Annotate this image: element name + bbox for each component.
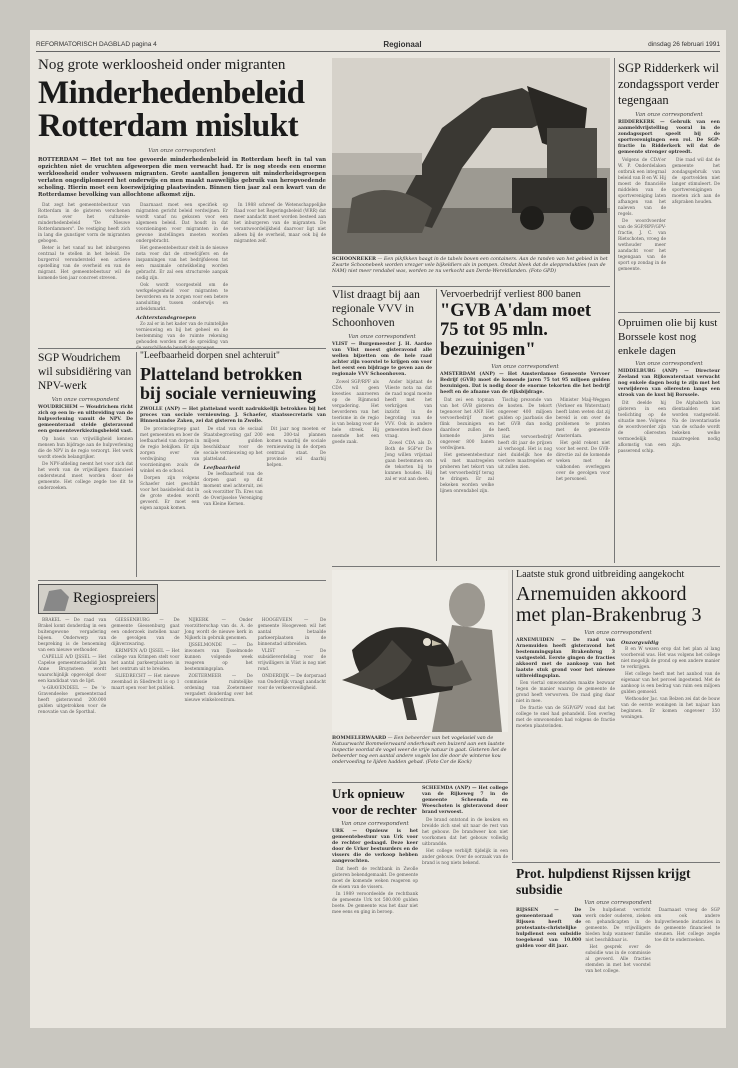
ridderkerk-intro: RIDDERKERK — Gebruik van een aanmeldvrijstelling vooral in de zondagssport speelt bij de sportverenigingen een rol. De SGP-fractie in Ridderkerk wil dat de gemeente strenger optreedt. (618, 120, 720, 155)
lead-paragraph: Ook wordt voorgesteld om de werkgelegenheid voor migranten te bevorderen en te zorgen voor een betere aansluiting tussen onderwijs en arbeidsmarkt. (136, 282, 228, 312)
scheemda-intro: SCHEEMDA (ANP) — Het college van de Rijkeweg 7 in de gemeente Scheemda en Woeschoten is gisteravond door brand verwoest. (422, 786, 508, 815)
borssele-paragraph: De Alphabeth kan dientaalden niet worden vastgesteld. Na de inventarisatie van de schade wordt bekeken welke maatregelen nodig zijn. (672, 401, 720, 449)
regio-item: CAPELLE A/D IJSSEL — Het Capelse gemeenteraadslid Jan Anne Bruynsteen wordt waarschijnlijk opgevolgd door een kandidaat van de lijst. (38, 655, 107, 684)
borssele-paragraph: Dit deelde hij gisteren in een toelichting op de situatie mee. Volgens de woordvoerder zijn de olieresten vermoedelijk afkomstig van een passerend schip. (618, 401, 666, 455)
platteland-body (140, 427, 326, 513)
scheemda-paragraph: Het college verblijft tijdelijk in een ander gebouw. Over de oorzaak van de brand is nog niets bekend. (422, 849, 508, 866)
arnemuiden-paragraph: Wethouder Jac. van Belzen zei dat de bouw van de eerste woningen in het najaar kan beginnen. Er komen ongeveer 350 woningen. (621, 696, 720, 720)
arnemuiden-paragraph: B en W wezen erop dat het plan al lang voorbereid was. Het was volgens het college niet mogelijk de grond op een andere manier te verkrijgen. (621, 646, 720, 670)
lead-paragraph: In 1988 schreef de Wetenschappelijke Raad voor het Regeringsbeleid (WRR) dat meer aandacht moet worden besteed aan het inburgeren van de migranten. De verantwoordelijkheid daarvoor ligt niet alleen bij de overheid, maar ook bij de migranten zelf. (234, 202, 326, 244)
vvv-story (332, 289, 432, 561)
caption-location: BOMMELERWAARD (332, 735, 387, 741)
caption-credit: (Foto GPD) (529, 269, 556, 274)
lead-kicker: Nog grote werkloosheid onder migranten (38, 57, 286, 73)
sidebar-ridderkerk (618, 60, 720, 310)
ridderkerk-paragraph: Volgens de CDA'er W. P. Onderdelaken ontbrak een integraal beleid van B en W. Hij moest de financiële middelen van de sportvereniging laten afhangen van het naleven van de regels. (618, 158, 666, 217)
urk-intro: URK — Opnieuw is het gemeentebestuur van Urk voor de rechter gedaagd. Deze keer door de Urker bestuurders en de vissers die de verkoop hebben aangevochten. (332, 829, 418, 865)
excavator-photo (332, 58, 610, 254)
npv-paragraph: De NPV-afdeling neemt het voor zich dat het werk van de vrijwilligers financieel ondersteund moet worden door de gemeente. Het college zegde toe dit te onderzoeken. (38, 462, 133, 492)
ridderkerk-body (618, 158, 720, 274)
caption-text: Een pikfikken haagt in de tabels boven een containers. Aan de randen van het gebied in het Zwarte Schoonebeek worden vrezger vele bijkeldiers als in pompen. Omdat bleek dat de alepprodukties (van de NAM) niet meer rendabel was, worden ze nu verkocht aan Derde-Wereldlanden. (332, 257, 608, 274)
platteland-story (140, 352, 326, 578)
lead-byline: Van onze correspondent (148, 147, 216, 154)
gvb-paragraph: Dat zei een topman van het GVB gisteren tegenover het ANP. Het vervoerbedrijf moet flink bezuinigen en daardoor zullen de komende jaren ongeveer 800 banen verdwijnen. (440, 398, 494, 452)
lead-paragraph: Dat zegt het gemeentebestuur van Rotterdam in de gisteren verschenen nota over het culturele-minderhedenbeleid "De Nieuwe Rotterdammers". De vestiging heeft zich in lang die gunstiger vorm de migranten gebogen. (38, 202, 130, 244)
rijssen-paragraph: Het gesprek over de subsidie was in de commissie al gevoerd. Alle fracties stemden in met het voorstel van het college. (585, 945, 651, 975)
gvb-paragraph: Minister Maij-Weggen (Verkeer en Waterstaat) heeft laten weten dat zij bereid is om over de problemen te praten met de gemeente Amsterdam. (556, 398, 610, 440)
borssele-headline: Opruimen olie bij kust Borssele kost nog enkele dagen (618, 317, 718, 358)
masthead (36, 38, 720, 52)
lead-subhead: Achterstandsgroepen (136, 314, 196, 321)
lead-paragraph: Het gemeentebestuur stelt in de nieuwe nota voor dat de streefcijfers en de inspanningen van het bedrijfsleven tot een maximale ontwikkeling worden gebracht. Er zal een structurele aanpak nodig zijn. (136, 245, 228, 281)
buzzard-illustration (332, 570, 508, 732)
masthead-date: dinsdag 26 februari 1991 (648, 41, 720, 48)
vvv-headline: Vlist draagt bij aan regionale VVV in Schoonhoven (332, 289, 420, 329)
ridderkerk-paragraph: Die raad wil dat de gemeente het zondagsgebruik van de sportvelden niet langer stimuleert. De sportverenigingen moeten zich aan de afspraken houden. (672, 158, 720, 205)
gvb-body (440, 398, 610, 496)
arnemuiden-intro: ARNEMUIDEN — De raad van Arnemuiden heeft gisteravond het bestemmingsplan Brakenbrug 3 vastgesteld. Eerste gingen de fracties akkoord met de aankoop van het laatste stuk grond voor het nieuwe uitbreidingsplan. (516, 637, 615, 679)
platteland-paragraph: De provinciegroep gaat met gemeenten en boer de leefbaarheid van dorpen in de regio bekijken. Er zijn zorgen over de verdwijning van voorzieningen zoals de winkel en de school. (140, 427, 200, 475)
regiospreiers-list (38, 618, 326, 1018)
regio-item: ONDERDIJK — De dorpsraad van Onderdijk vraagt aandacht voor de verkeersveiligheid. (257, 674, 326, 691)
npv-body (38, 437, 133, 492)
ridderkerk-headline: SGP Ridderkerk wil zondagssport verder tegengaan (618, 61, 720, 107)
regio-item: GIESSENBURG — De gemeente Giessenburg gaat een onderzoek instellen naar de gevolgen van de dijkverzwaring. (111, 618, 180, 647)
arnemuiden-paragraph: Het college heeft met het aanbod van de eigenaar van het perceel ingestemd. Met de aankoop is een bedrag van ruim een miljoen gulden gemoeid. (621, 671, 720, 695)
excavator-caption: SCHOONREKER — Een pikfikken haagt in de tabels boven een containers. Aan de randen van het gebied in het Zwarte Schoonebeek worden vrezger vele bijkeldiers als in pompen. Omdat bleek dat de alepprodukties (van de NAM) niet meer rendabel was, worden ze nu verkocht aan Derde-Wereldlanden. (Foto GPD) (332, 256, 608, 274)
regiospreiers-banner (38, 584, 158, 614)
platteland-paragraph: De leefbaarheid van de dorpen gaat op dit moment snel achteruit, zei ook voorzitter Th. Eres van de Overijsselse Vereniging van Kleine Kernen. (203, 472, 263, 508)
ridderkerk-paragraph: De woordvoerder van de SGP/RPF/GPV-fractie, J. C. van Rietschoten, vroeg de wethouder meer aandacht voor het tegengaan van de sport op zondag in de gemeente. (618, 219, 666, 272)
lead-headline-2: Rotterdam mislukt (38, 107, 299, 144)
borssele-byline: Van onze correspondent (635, 361, 703, 368)
gvb-byline: Van onze correspondent (491, 364, 559, 371)
vvv-body (332, 380, 432, 484)
gvb-paragraph: Het geld rekent niet voor het eerst. De GVB-directie zal de komende weken met de vakbonden overleggen over de gevolgen voor het personeel. (556, 441, 610, 483)
npv-byline: Van onze correspondent (51, 397, 120, 404)
rijssen-byline: Van onze correspondent (584, 900, 652, 907)
lead-paragraph: Zo zal er in het kader van de ruimtelijke vernieuwing en bij het geheel en de bestemming van de ruimte rekening gehouden worden met de spreiding van (136, 321, 228, 345)
rijssen-intro: RIJSSEN — De gemeenteraad van Rijssen heeft de protestants-christelijke hulpdienst een subsidie toegekend van 10.000 gulden voor dit jaar. (516, 908, 582, 950)
npv-story (38, 352, 133, 578)
lead-intro: ROTTERDAM — Het tot nu toe gevoerde minderhedenbeleid in Rotterdam heeft in tal van opzichten niet de vruchten afgeworpen die men verwacht had. Er is nog steeds een enorme werkloosheid onder volwassen migranten. Grote aantallen jongeren uit minderheidsgroepen verlaten ongediplomeerd het onderwijs en men maakt nauwelijks gebruik van heropvoedende scholing. Hierin moet een koerswijziging plaatsvinden. Binnen tien jaar zal een kwart van de Rotterdamse bevolking van allochtone afkomst zijn. (38, 156, 326, 198)
rijssen-body (516, 908, 720, 976)
urk-story (332, 786, 418, 1018)
regio-item: IJSSELMONDE — De inwoners van IJsselmonde kunnen volgende week reageren op het bestemmingsplan. (184, 643, 253, 672)
arnemuiden-paragraph: De fractie van de SGP/GPV vond dat het college te snel had gehandeld. Een overleg met de omwonenden had volgens de fractie moeten plaatsvinden. (516, 705, 615, 729)
arnemuiden-paragraph: Een viertal omwonenden maakte bezwaar tegen de manier waarop de gemeente de grond heeft verworven. De raad ging daar niet in mee. (516, 680, 615, 704)
borssele-body (618, 401, 720, 456)
platteland-intro: ZWOLLE (ANP) — Het platteland wordt nadrukkelijk betrokken bij het proces van sociale vernieuwing. J. Schaefer, staatssecretaris van Binnenlandse Zaken, zei dat gisteren in Zwolle. (140, 407, 326, 425)
gvb-paragraph: Het vervoerbedrijf heeft dit jaar de prijzen al verhoogd. Het is nog niet duidelijk hoe de verdere maatregelen er uit zullen zien. (498, 435, 552, 471)
platteland-paragraph: Dorpen zijn volgens Schaefer niet geschikt voor het basisbeleid dat in de grote steden wordt gevoerd. Er moet een eigen aanpak komen. (140, 476, 200, 512)
newspaper-page (30, 30, 726, 1028)
regio-item: KRIMPEN A/D IJSSEL — Het college van Krimpen stelt voor het aantal parkeerplaatsen in het centrum uit te breiden. (111, 649, 180, 672)
rijssen-paragraph: Daarnaast vroeg de SGP om ook andere hulpverlenende instanties in de gemeente financieel te steunen. Het college zegde toe dit te onderzoeken. (654, 908, 720, 944)
arnemuiden-headline: Arnemuiden akkoord met plan-Brakenbrug 3 (516, 582, 702, 626)
caption-location: SCHOONREKER (332, 256, 377, 262)
regio-item: HOOGEVEEN — De gemeente Hoogeveen wil het aantal betaalde parkeerplaatsen in de binnenstad uitbreiden. (257, 618, 326, 647)
scheemda-paragraph: De brand ontstond in de keuken en breidde zich snel uit naar de rest van het gebouw. De brandweer kon niet voorkomen dat het gebouw volledig uitbrandde. (422, 818, 508, 847)
vvv-byline: Van onze correspondent (348, 334, 416, 341)
urk-headline: Urk opnieuw voor de rechter (332, 786, 417, 817)
urk-paragraph: Dat heeft de rechtbank in Zwolle gisteren bekendgemaakt. De gemeente moet de komende weken reageren op de eisen van de vissers. (332, 867, 418, 891)
vvv-paragraph: Zowel CDA als D. Both de SGP'er De Jong willen vrijstaal gaan bestemmen om de tekorten bij te kunnen houden. Hij zal er wat aan doen. (385, 441, 432, 483)
regio-item: SLIEDRECHT — Het nieuwe zwembad in Sliedrecht is op 1 maart open voor het publiek. (111, 674, 180, 691)
platteland-kicker: "Leefbaarheid dorpen snel achteruit" (140, 351, 280, 361)
regio-item: ZOETERMEER — De commissie ruimtelijke ordening van Zoetermeer vergadert donderdag over het nieuwe winkelcentrum. (184, 674, 253, 703)
scheemda-body (422, 818, 508, 867)
rijssen-paragraph: De hulpdienst verricht werk onder ouderen, zieken en gehandicapten in de gemeente. De vrijwilligers bieden hulp wanneer familie niet beschikbaar is. (585, 908, 651, 944)
gvb-paragraph: Het gemeentebestuur wil met maatregelen proberen het tekort van het vervoerbedrijf terug te dringen. Er zal bekeken worden welke lijnen onrendabel zijn. (440, 453, 494, 495)
vvv-intro: VLIST — Burgemeester J. H. Aardse van Vlist moest gisteravond alle wellen bijzetten om de hele raad achter zijn voorstel te krijgen om voor het eerst een bijdrage te geven aan de regionale VVV Schoonhoven. (332, 342, 432, 378)
regio-item: 's-GRAVENDEEL — De 's-Gravendeelse gemeenteraad heeft gisteravond 200.000 gulden uitgetrokken voor de renovatie van de Sporthal. (38, 686, 107, 715)
buzzard-caption: BOMMELERWAARD — Een beheerder van het vogelasiel van de Natuurwacht Bommelerwaard onderhoudt een buizerd aan een laatste inspectie voordat de vogel weer de vrije natuur in gaat. Gisteren liet de beheerder nog een aantal andere vogels los die door de winterse kou ondervoeding te lijden hadden gehad. (Foto Cor de Kock) (332, 735, 507, 765)
scheemda-story (422, 786, 508, 1018)
arnemuiden-subhead: Onzorgvuldig (621, 639, 659, 646)
arnemuiden-byline: Van onze correspondent (584, 629, 652, 636)
buzzard-photo (332, 570, 508, 732)
urk-body (332, 867, 418, 916)
urk-byline: Van onze correspondent (341, 821, 409, 828)
ridderkerk-byline: Van onze correspondent (635, 112, 703, 118)
regio-item: BRAKEL — De raad van Brakel komt donderdag in een buitengewone vergadering bijeen. Onderwerp van bespreking is de benoeming van een nieuwe wethouder. (38, 618, 107, 653)
rijssen-headline: Prot. hulpdienst Rijssen krijgt subsidie (516, 866, 691, 897)
gvb-intro: AMSTERDAM (ANP) — Het Amsterdamse Gemeente Vervoer Bedrijf (GVB) moet de komende jaren 75 tot 95 miljoen gulden bezuinigen. Dat is nodig door de enorme tekorten die het bedrijf heeft en de afname van de rijksbijdrage. (440, 372, 610, 396)
regiospreiers-title: Regiospreiers (73, 590, 156, 606)
masthead-section: Regionaal (383, 40, 422, 49)
sidebar-borssele (618, 316, 720, 561)
lead-paragraph: Beter is het vanaf nu het inburgeren centraal te stellen in het beleid. De burgerrol verondersteld een actieve opstelling van de overheid en van de migrant. Het gemeentebestuur wil de komende tien jaar concreet streven. (38, 245, 130, 281)
npv-paragraph: Op basis van vrijwilligheid kennen mensen hun bijdrage aan de hulpverlening die de NPV in de regio verzorgt. Het werk wordt steeds belangrijker. (38, 437, 133, 461)
gvb-story (440, 289, 610, 561)
rijssen-story (516, 866, 720, 1018)
lead-headline-1: Minderhedenbeleid (38, 74, 305, 111)
lead-paragraph: Daarnaast moet een specifiek op migranten gericht beleid verdwijnen. Er wordt vanaf nu gekozen voor een algemeen beleid. Dat houdt in dat voorzieningen voor migranten in de gewone instellingen moeten worden ondergebracht. (136, 202, 228, 244)
vvv-paragraph: Zowel SGP/RPF als CDA wil geen kwesties aanroeren op de Rijnmond vergadering. Het bevorderen van het toerisme in de regio is van belang voor de hele streek. Hij noemde het een goede zaak. (332, 380, 379, 446)
regio-item: VLIST — De subsidieverdeling voor de vrijwilligers in Vlist is nog niet rond. (257, 649, 326, 672)
platteland-subhead: Leefbaarheid (203, 465, 241, 472)
lead-story (38, 58, 326, 343)
regio-item: NIJKERK — Onder voorzitterschap van ds. A. de Jong wordt de nieuwe kerk in Nijkerk in gebruik genomen. (184, 618, 253, 641)
vvv-paragraph: Ander bijstaat de Vlieste nota na dat de raad nogal moeite heeft met het verkrijgen van inzicht in de begroting van de VVV. Ook in andere gemeenten leeft deze vraag. (385, 380, 432, 440)
caption-text: Een beheerder van het vogelasiel van de Natuurwacht Bommelerwaard onderhoudt een buizerd aan een laatste inspectie voordat de vogel weer de vrije natuur in gaat. Gisteren liet de beheerder nog een aantal andere vogels los die door de winterse kou ondervoeding te lijden hadden gehad. (332, 736, 507, 765)
gvb-kicker: Vervoerbedrijf verliest 800 banen (440, 289, 581, 300)
urk-paragraph: In 1989 veroordeelde de rechtbank de gemeente Urk tot 500.000 gulden boete. De gemeente was het daar niet mee eens en ging in beroep. (332, 892, 418, 916)
gvb-headline: "GVB A'dam moet 75 tot 95 mln. bezuinigen" (440, 301, 592, 360)
borssele-intro: MIDDELBURG (ANP) — Directeur Zeeland van Rijkswaterstaat verwacht nog enkele dagen bezig te zijn met het verwijderen van olieresten langs een strook van de kust bij Borssele. (618, 369, 720, 399)
caption-credit: (Foto Cor de Kock) (425, 760, 472, 765)
lead-body (38, 203, 326, 353)
gvb-paragraph: Tischig prezonde van de kosten. De tekort ongeveer 400 miljoen gulden op jaarbasis die het GVB dan nodig heeft. (498, 398, 552, 434)
arnemuiden-body (516, 638, 720, 731)
arnemuiden-kicker: Laatste stuk grond uitbreiding aangekocht (516, 569, 685, 580)
npv-headline: SGP Woudrichem wil subsidiëring van NPV-werk (38, 352, 132, 392)
platteland-headline: Platteland betrokken bij sociale vernieuwing (140, 363, 316, 404)
platteland-paragraph: Dit jaar nog moeten er een 200-tal plannen komen waarbij de sociale vernieuwing in de dorpen centraal staat. De provincie wil daarbij helpen. (266, 427, 326, 469)
npv-intro: WOUDRICHEM — Woudrichem richt zich op een in- en uitbreiding van de hulpverlening vanuit de NPV. De gemeenteraad stelde gisteravond een gemeenteverkiezingsbeleid vast. (38, 405, 133, 435)
excavator-illustration (332, 58, 610, 254)
masthead-paper-name: REFORMATORISCH DAGBLAD pagina 4 (36, 41, 157, 48)
arnemuiden-story (516, 570, 720, 860)
platteland-paragraph: De stad van de sociaal Staatsbegrooting gaf 200 miljoen gulden beschikbaar voor de sociale vernieuwing op het platteland. (203, 427, 263, 463)
